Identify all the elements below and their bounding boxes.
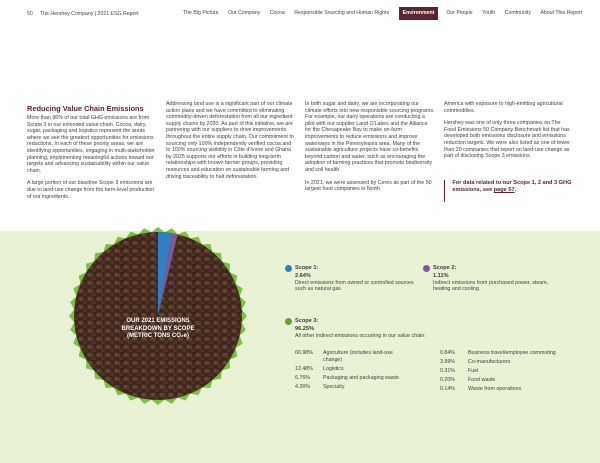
- scope-1-legend: [285, 265, 420, 293]
- callout-text: [452, 180, 579, 202]
- chart-label-line-2: BREAKDOWN BY SCOPE: [121, 325, 195, 332]
- nav-our-company[interactable]: Our Company: [227, 10, 261, 16]
- breakdown-label: Specialty: [323, 383, 345, 390]
- scope-2-description: Indirect emissions from purchased power, steam, heating and cooling: [433, 279, 549, 293]
- breakdown-percent: 0.14%: [440, 385, 456, 392]
- scope-3-legend: [285, 318, 575, 339]
- callout-body: For data related to our Scope 1, 2 and 3 GHG emissions, see: [452, 180, 572, 193]
- breakdown-label: Logistics: [323, 365, 344, 372]
- scope-3-description: All other indirect emissions occurring in our value chain:: [295, 332, 426, 339]
- paragraph: America with exposure to high-emitting agricultural commodities.: [444, 101, 563, 114]
- scope-3-dot: [285, 318, 292, 325]
- breakdown-row: [440, 377, 585, 384]
- breakdown-row: [440, 350, 585, 357]
- text-column-1: [27, 115, 157, 206]
- paragraph: A large portion of our baseline Scope 3 emissions are due to land-use change from the farm-level production of our ingredients.: [27, 180, 155, 200]
- page-57-link[interactable]: page 57: [493, 187, 515, 193]
- scope-1-dot: [285, 265, 292, 272]
- page-number: 50: [27, 11, 33, 17]
- emissions-badge: [69, 200, 247, 432]
- section-heading: Reducing Value Chain Emissions: [27, 104, 144, 113]
- breakdown-row: [295, 366, 440, 373]
- breakdown-label: Waste from operations: [468, 385, 522, 392]
- breakdown-percent: 0.31%: [440, 367, 456, 374]
- breakdown-label: Agriculture (includes land-use change): [323, 350, 393, 363]
- breakdown-row: [295, 350, 440, 363]
- scope-3-percent: 96.25%: [295, 326, 314, 332]
- callout-end: .: [514, 187, 517, 193]
- paragraph: Hershey was one of only three companies on The Food Emissions 50 Company Benchmark list that has developed both emissions disclosure and emissions reduction targets. We were also listed as one of fewer than 20 companies that report on land-use change as part of disclosing Scope 3 emissions.: [444, 120, 570, 160]
- chart-label-line-1: OUR 2021 EMISSIONS: [126, 318, 190, 324]
- data-callout: [444, 180, 579, 202]
- breakdown-percent: 0.20%: [440, 376, 456, 383]
- scope-1-title: Scope 1:: [295, 265, 319, 272]
- callout-bar: [444, 180, 445, 202]
- scope-2-dot: [423, 265, 430, 272]
- scope-1-description: Direct emissions from owned or controlled sources such as natural gas: [295, 279, 414, 293]
- nav-youth[interactable]: Youth: [482, 10, 496, 16]
- text-column-3: [305, 101, 435, 199]
- breakdown-row: [440, 359, 585, 366]
- scope-2-legend: [423, 265, 563, 293]
- breakdown-row: [440, 386, 585, 393]
- nav-responsible-sourcing[interactable]: Responsible Sourcing and Human Rights: [294, 10, 390, 16]
- breakdown-left-column: [295, 350, 440, 395]
- scope-1-percent: 2.64%: [295, 273, 311, 279]
- scope-3-title: Scope 3:: [295, 318, 319, 325]
- breakdown-percent: 3.99%: [440, 358, 456, 365]
- nav-environment[interactable]: Environment: [399, 7, 439, 20]
- scope-2-percent: 1.11%: [433, 273, 449, 279]
- breakdown-row: [295, 384, 440, 391]
- breakdown-percent: 0.84%: [440, 350, 456, 356]
- nav-about-report[interactable]: About This Report: [540, 10, 583, 16]
- text-column-2: [166, 101, 296, 186]
- text-column-4: [444, 101, 574, 166]
- breakdown-label: Business travel/employee commuting: [468, 350, 556, 356]
- page-header: [0, 0, 600, 26]
- breakdown-right-column: [440, 350, 585, 395]
- nav-big-picture[interactable]: The Big Picture: [183, 10, 219, 16]
- paragraph: More than 96% of our total GHG emissions are from Scope 3 in our extended value chain. Cocoa, dairy, sugar, packaging and logistics represent the areas where we see the greatest opportunities for emissions reductions. In each of these priority areas, we are identifying opportunities, engaging in multi-stakeholder planning, implementing meaningful actions toward our targets and advancing sustainability within our value chain.: [27, 115, 155, 174]
- chart-label: [69, 318, 247, 341]
- nav-our-people[interactable]: Our People: [446, 10, 473, 16]
- nav-community[interactable]: Community: [504, 10, 531, 16]
- breakdown-percent: 66.98%: [295, 350, 313, 356]
- paragraph: Addressing land use is a significant part of our climate action plans and we have committed to eliminating commodity-driven deforestation from all our ingredient supply chains by 2030. As part of this initiative, we are partnering with our suppliers to drive improvements throughout the entire supply chain. Our commitment to sourcing only 100% independently verified cocoa and to 100% sourcing visibility in Côte d'Ivoire and Ghana by 2025 supports our efforts in building long-term relationships with known farmer groups, providing resources and education on sustainable farming and driving traceability to halt deforestation.: [166, 101, 294, 180]
- nav-cocoa[interactable]: Cocoa: [269, 10, 285, 16]
- breakdown-label: Co-manufacturers: [468, 358, 511, 365]
- breakdown-row: [295, 375, 440, 382]
- breakdown-row: [440, 368, 585, 375]
- paragraph: In both sugar and dairy, we are incorporating our climate efforts into new responsible sourcing programs. For example, our dairy operations are conducting a pilot with our supplier Land O'Lakes and the Alliance for the Chesapeake Bay to make on-farm improvements to reduce emissions and improve waterways in the Pennsylvania area. Many of the sustainable agriculture projects have co-benefits beyond carbon and water, such as encouraging the adoption of farming practices that promote biodiversity and soil health.: [305, 101, 435, 173]
- top-nav: [183, 7, 592, 20]
- breakdown-label: Fuel: [468, 367, 479, 374]
- paragraph: In 2021, we were assessed by Ceres as part of the 50 largest food companies in North: [305, 179, 432, 193]
- breakdown-label: Packaging and packaging waste: [323, 374, 399, 381]
- breakdown-percent: 6.76%: [295, 374, 311, 381]
- breakdown-percent: 4.36%: [295, 383, 311, 390]
- report-title: The Hershey Company | 2021 ESG Report: [40, 11, 139, 17]
- emissions-pie-chart: [69, 200, 247, 432]
- scope-3-breakdown: [295, 350, 595, 395]
- chart-label-line-3: (METRIC TONS CO₂e): [127, 333, 189, 339]
- scope-2-title: Scope 2:: [433, 265, 457, 272]
- breakdown-percent: 12.48%: [295, 365, 313, 372]
- breakdown-label: Food waste: [468, 376, 496, 383]
